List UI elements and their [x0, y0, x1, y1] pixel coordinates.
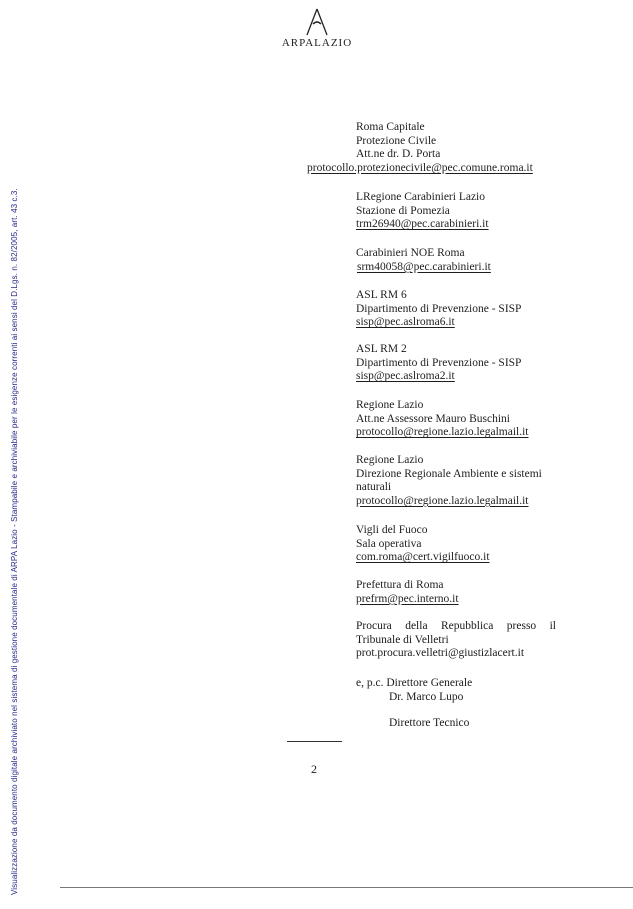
- recipient-regione-lazio-assessore: [356, 399, 529, 440]
- recipient-roma-capitale: [307, 121, 533, 175]
- recipient-email[interactable]: sisp@pec.aslroma6.it: [356, 316, 455, 329]
- recipient-email[interactable]: protocollo.protezionecivile@pec.comune.roma.it: [307, 161, 533, 174]
- recipient-carabinieri-noe: [356, 247, 491, 274]
- cc-line: Dr. Marco Lupo: [389, 690, 464, 703]
- recipient-line: ASL RM 2: [356, 343, 407, 355]
- recipient-line: Prefettura di Roma: [356, 579, 444, 591]
- recipient-line: Roma Capitale: [356, 121, 425, 133]
- procura-line: Tribunale di Velletri: [356, 633, 449, 646]
- recipient-line: Stazione di Pomezia: [356, 204, 450, 217]
- recipient-line: Vigli del Fuoco: [356, 524, 428, 536]
- recipient-email[interactable]: prefrm@pec.interno.it: [356, 592, 459, 605]
- recipient-line: Dipartimento di Prevenzione - SISP: [356, 356, 522, 369]
- recipient-email[interactable]: protocollo@regione.lazio.legalmail.it: [356, 494, 529, 507]
- recipient-email[interactable]: sisp@pec.aslroma2.it: [356, 370, 455, 383]
- recipient-prefettura-roma: [356, 579, 459, 606]
- recipient-line: Regione Lazio: [356, 399, 424, 411]
- recipient-line: Carabinieri NOE Roma: [356, 247, 465, 259]
- arpa-logo-icon: [304, 8, 330, 36]
- recipient-vigili-del-fuoco: [356, 524, 490, 565]
- recipient-asl-rm6: [356, 289, 521, 330]
- recipient-carabinieri-lazio: [356, 191, 489, 232]
- recipient-line: ASL RM 6: [356, 289, 407, 301]
- recipient-email[interactable]: com.roma@cert.vigilfuoco.it: [356, 551, 490, 564]
- recipient-asl-rm2: [356, 343, 521, 384]
- recipient-line: LRegione Carabinieri Lazio: [356, 191, 486, 203]
- archive-side-note: Visualizzazione da documento digitale archiviato nel sistema di gestione documentale di ARPA Lazio - Stampabile e archiviabile per le esigenze correnti ai sensi del D.Lgs. n. 82/2005, art. 43 c.3.: [10, 188, 19, 895]
- carbon-copy-block: [356, 677, 472, 731]
- recipient-line: Sala operativa: [356, 537, 422, 550]
- recipient-email[interactable]: trm26940@pec.carabinieri.it: [356, 218, 489, 231]
- footer-rule: [287, 741, 342, 742]
- recipient-procura-velletri: [356, 620, 556, 661]
- cc-line: Direttore Tecnico: [389, 717, 470, 730]
- recipient-line: Att.ne Assessore Mauro Buschini: [356, 412, 510, 425]
- recipient-line: Direzione Regionale Ambiente e sistemi: [356, 467, 542, 480]
- arpa-lazio-logo: [279, 8, 355, 49]
- recipient-email[interactable]: srm40058@pec.carabinieri.it: [357, 260, 491, 273]
- recipient-line: Att.ne dr. D. Porta: [356, 148, 441, 161]
- recipient-line: Dipartimento di Prevenzione - SISP: [356, 302, 522, 315]
- recipient-line: Protezione Civile: [356, 134, 437, 147]
- logo-text: ARPALAZIO: [281, 37, 353, 49]
- procura-email: prot.procura.velletri@giustizlacert.it: [356, 647, 525, 660]
- procura-line: Procura della Repubblica presso il: [356, 620, 556, 632]
- page-bottom-line: [60, 887, 633, 888]
- recipient-line: Regione Lazio: [356, 454, 424, 466]
- recipient-line: naturali: [356, 481, 392, 494]
- page-number: 2: [311, 762, 317, 776]
- cc-line: e, p.c. Direttore Generale: [356, 677, 473, 689]
- recipient-email[interactable]: protocollo@regione.lazio.legalmail.it: [356, 426, 529, 439]
- recipient-regione-lazio-ambiente: [356, 454, 542, 508]
